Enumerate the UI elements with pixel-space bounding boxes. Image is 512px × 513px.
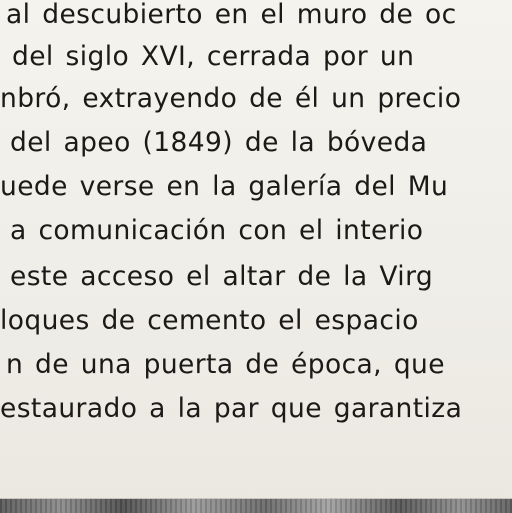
text-line-1: al descubierto en el muro de oc [6, 0, 457, 30]
text-line-5: uede verse en la galería del Mu [0, 171, 449, 202]
text-line-8: loques de cemento el espacio [0, 305, 419, 336]
text-line-4: del apeo (1849) de la bóveda [10, 127, 428, 158]
text-line-7: este acceso el altar de la Virg [10, 261, 434, 292]
text-line-3: nbró, extrayendo de él un precio [0, 83, 462, 114]
text-line-10: estaurado a la par que garantiza [0, 393, 463, 424]
text-line-9: n de una puerta de época, que [6, 349, 445, 380]
text-line-6: a comunicación con el interio [10, 215, 424, 246]
text-line-2: del siglo XVI, cerrada por un [12, 41, 415, 72]
photo-edge [0, 498, 512, 513]
